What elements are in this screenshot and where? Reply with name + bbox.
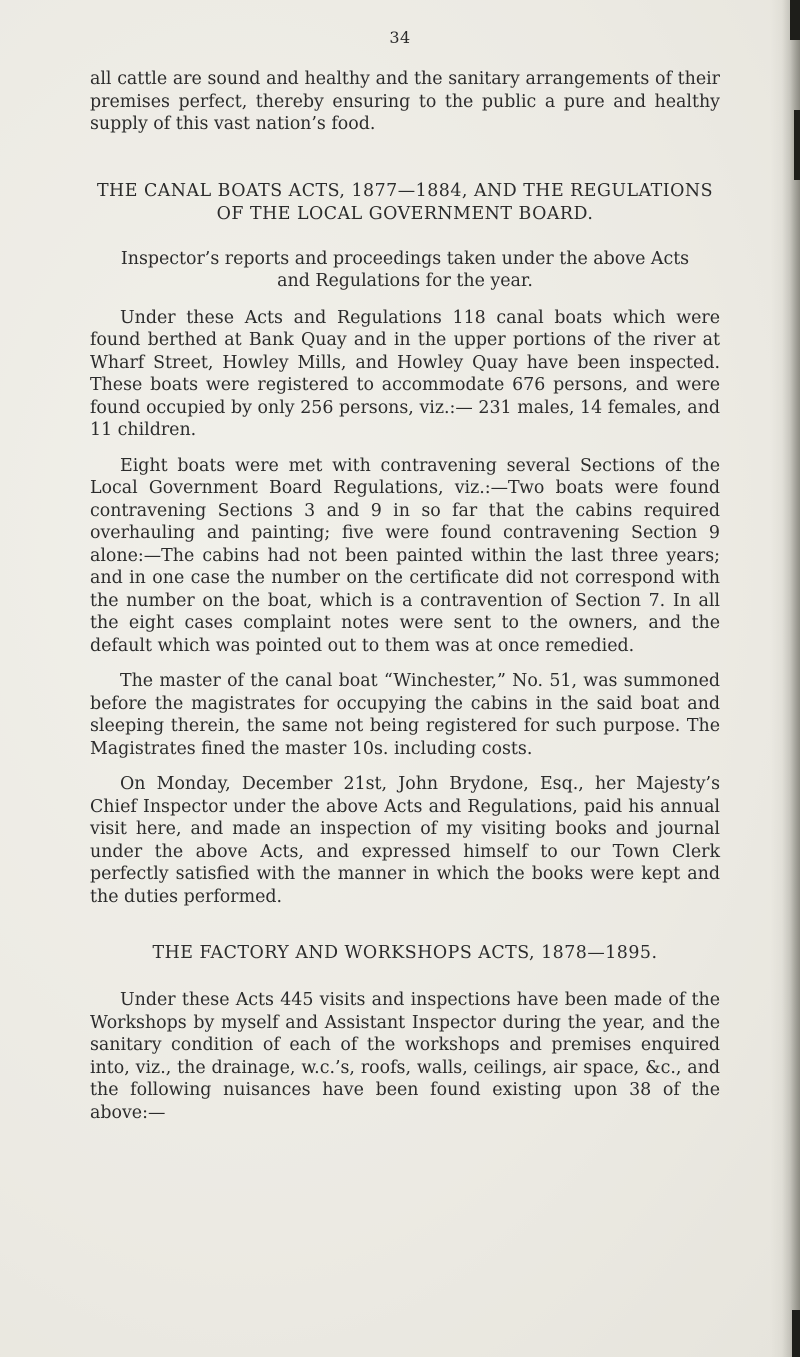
section-heading-canal-boats: THE CANAL BOATS ACTS, 1877—1884, AND THE REGULATIONS OF THE LOCAL GOVERNMENT BOARD. (96, 180, 714, 224)
document-body (90, 68, 720, 1137)
paragraph: On Monday, December 21st, John Brydone, Esq., her Majesty’s Chief Inspector under the above Acts and Regulations, paid his annual visit here, and made an inspection of my visiting books and journal under the above Acts, and expressed himself to our Town Clerk perfectly satisfied with the manner in which the books were kept and the duties performed. (90, 774, 720, 907)
opening-paragraph: all cattle are sound and healthy and the sanitary arrangements of their premises perfect, thereby ensuring to the public a pure and healthy supply of this vast nation’s food. (90, 69, 720, 134)
page-edge-mark (792, 1310, 800, 1357)
page-edge-mark (794, 110, 800, 180)
paragraph: Under these Acts and Regulations 118 canal boats which were found berthed at Bank Quay and in the upper portions of the river at Wharf Street, Howley Mills, and Howley Quay have been inspected. These boats were registered to accommodate 676 persons, and were found occupied by only 256 persons, viz.:— 231 males, 14 females, and 11 children. (90, 307, 720, 440)
page-number: 34 (389, 28, 411, 47)
section-heading-factory-workshops: THE FACTORY AND WORKSHOPS ACTS, 1878—1895. (152, 943, 658, 963)
paragraph: The master of the canal boat “Winchester,” No. 51, was summoned before the magistrates for occupying the cabins in the said boat and sleeping therein, the same not being registered for such purpose. The Magistrates fined the master 10s. including costs. (90, 671, 720, 759)
paragraph: Eight boats were met with contravening several Sections of the Local Government Board Regulations, viz.:—Two boats were found contravening Sections 3 and 9 in so far that the cabins required overhauling and painting; five were found contravening Section 9 alone:—The cabins had not been painted within the last three years; and in one case the number on the certificate did not correspond with the number on the boat, which is a contravention of Section 7. In all the eight cases complaint notes were sent to the owners, and the default which was pointed out to them was at once remedied. (90, 455, 720, 656)
paragraph: Under these Acts 445 visits and inspections have been made of the Workshops by myself and Assistant Inspector during the year, and the sanitary condition of each of the workshops and premises enquired into, viz., the drainage, w.c.’s, roofs, walls, ceilings, air space, &c., and the following nuisances have been found existing upon 38 of the above:— (90, 990, 720, 1123)
page-edge-shadow (782, 0, 800, 1357)
section-subheading: Inspector’s reports and proceedings taken under the above Acts and Regulations for the year. (120, 248, 690, 291)
